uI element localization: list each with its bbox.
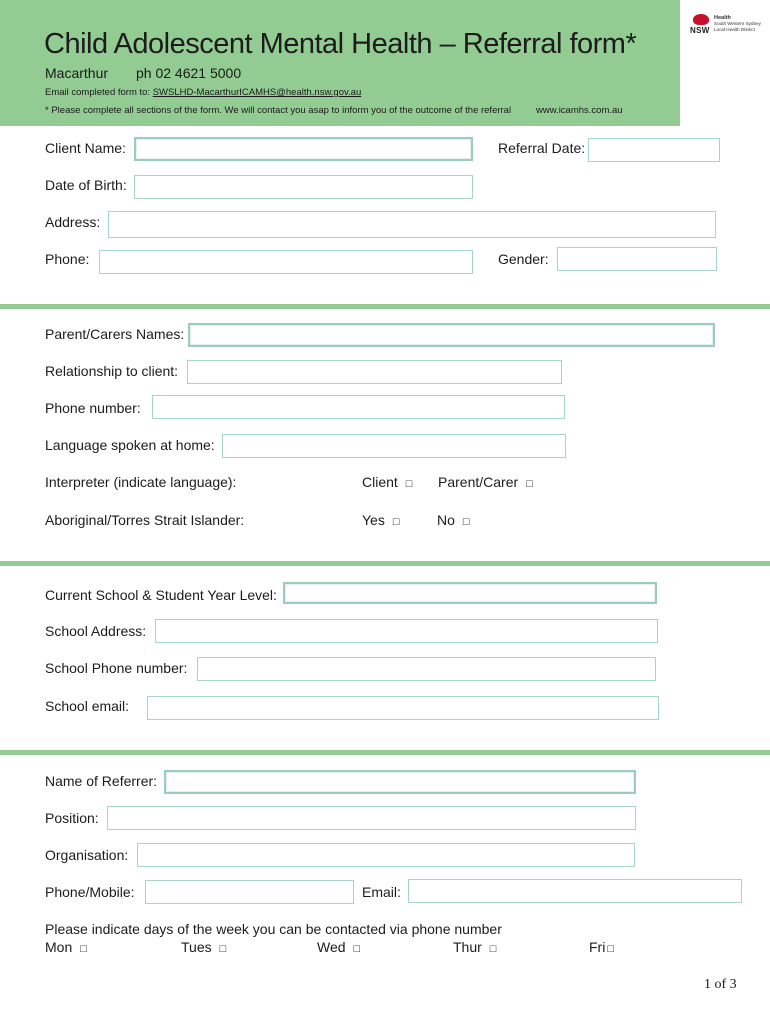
interpreter-label: Interpreter (indicate language): bbox=[45, 474, 237, 490]
parent-names-label: Parent/Carers Names: bbox=[45, 326, 185, 342]
school-email-input[interactable] bbox=[147, 696, 659, 720]
nsw-health-logo bbox=[690, 14, 766, 38]
day-label: Thur bbox=[453, 939, 482, 955]
atsi-no-text: No bbox=[437, 512, 455, 528]
logo-district-2: Local Health District bbox=[714, 26, 755, 32]
referrer-name-input[interactable] bbox=[164, 770, 636, 794]
checkbox-icon[interactable]: □ bbox=[607, 943, 614, 955]
phone-label: Phone: bbox=[45, 251, 90, 267]
school-phone-input[interactable] bbox=[197, 657, 656, 681]
school-address-label: School Address: bbox=[45, 623, 147, 639]
referrer-phone-label: Phone/Mobile: bbox=[45, 884, 135, 900]
interpreter-parent-option[interactable] bbox=[438, 474, 533, 490]
referrer-email-input[interactable] bbox=[408, 879, 742, 903]
checkbox-icon[interactable]: □ bbox=[219, 943, 227, 955]
school-phone-label: School Phone number: bbox=[45, 660, 188, 676]
checkbox-icon[interactable]: □ bbox=[405, 478, 413, 490]
day-label: Mon bbox=[45, 939, 73, 955]
day-option-mon[interactable] bbox=[45, 939, 87, 955]
client-name-label: Client Name: bbox=[45, 140, 126, 156]
school-input[interactable] bbox=[283, 582, 657, 604]
section-divider bbox=[0, 750, 770, 755]
checkbox-icon[interactable]: □ bbox=[80, 943, 87, 955]
school-email-label: School email: bbox=[45, 698, 130, 714]
waratah-icon: NSW bbox=[690, 14, 712, 38]
phone-input[interactable] bbox=[99, 250, 473, 274]
interpreter-client-option[interactable] bbox=[362, 474, 412, 490]
gender-label: Gender: bbox=[498, 251, 549, 267]
service-phone: ph 02 4621 5000 bbox=[136, 65, 242, 81]
form-note: * Please complete all sections of the form. We will contact you asap to inform you of the outcome of the referral bbox=[45, 105, 512, 116]
checkbox-icon[interactable]: □ bbox=[392, 516, 400, 528]
organisation-input[interactable] bbox=[137, 843, 635, 867]
parent-phone-label: Phone number: bbox=[45, 400, 141, 416]
logo-district-1: South Western Sydney bbox=[714, 21, 761, 27]
checkbox-icon[interactable]: □ bbox=[526, 478, 533, 490]
relationship-input[interactable] bbox=[187, 360, 562, 384]
interpreter-parent-text: Parent/Carer bbox=[438, 474, 519, 490]
language-label: Language spoken at home: bbox=[45, 437, 215, 453]
day-option-fri[interactable] bbox=[589, 939, 614, 955]
day-label: Wed bbox=[317, 939, 346, 955]
dob-label: Date of Birth: bbox=[45, 177, 127, 193]
gender-input[interactable] bbox=[557, 247, 717, 271]
school-label: Current School & Student Year Level: bbox=[45, 587, 277, 603]
service-location: Macarthur bbox=[45, 65, 109, 81]
day-option-wed[interactable] bbox=[317, 939, 360, 955]
atsi-yes-option[interactable] bbox=[362, 512, 400, 528]
position-input[interactable] bbox=[107, 806, 636, 830]
atsi-yes-text: Yes bbox=[362, 512, 385, 528]
atsi-no-option[interactable] bbox=[437, 512, 470, 528]
interpreter-client-text: Client bbox=[362, 474, 398, 490]
day-option-tues[interactable] bbox=[181, 939, 226, 955]
logo-health: Health bbox=[714, 15, 731, 21]
header-banner bbox=[0, 0, 680, 126]
day-label: Fri bbox=[589, 939, 606, 955]
language-input[interactable] bbox=[222, 434, 566, 458]
address-input[interactable] bbox=[108, 211, 716, 238]
section-divider bbox=[0, 561, 770, 566]
referrer-email-label: Email: bbox=[362, 884, 401, 900]
section-divider bbox=[0, 304, 770, 309]
email-instruction bbox=[45, 87, 361, 98]
referral-date-input[interactable] bbox=[588, 138, 720, 162]
day-option-thur[interactable] bbox=[453, 939, 496, 955]
school-address-input[interactable] bbox=[155, 619, 658, 643]
atsi-label: Aboriginal/Torres Strait Islander: bbox=[45, 512, 245, 528]
contact-days-prompt: Please indicate days of the week you can be contacted via phone number bbox=[45, 921, 502, 937]
day-label: Tues bbox=[181, 939, 212, 955]
relationship-label: Relationship to client: bbox=[45, 363, 179, 379]
position-label: Position: bbox=[45, 810, 99, 826]
organisation-label: Organisation: bbox=[45, 847, 129, 863]
form-title: Child Adolescent Mental Health – Referral form* bbox=[44, 28, 637, 60]
referral-date-label: Referral Date: bbox=[498, 140, 586, 156]
website-link[interactable]: www.icamhs.com.au bbox=[536, 105, 623, 116]
address-label: Address: bbox=[45, 214, 101, 230]
checkbox-icon[interactable]: □ bbox=[462, 516, 470, 528]
referrer-phone-input[interactable] bbox=[145, 880, 354, 904]
referrer-name-label: Name of Referrer: bbox=[45, 773, 158, 789]
parent-names-input[interactable] bbox=[188, 323, 715, 347]
page-number: 1 of 3 bbox=[704, 977, 737, 992]
client-name-input[interactable] bbox=[134, 137, 473, 161]
checkbox-icon[interactable]: □ bbox=[489, 943, 497, 955]
email-link[interactable]: SWSLHD-MacarthurICAMHS@health.nsw.gov.au bbox=[152, 87, 362, 98]
email-prefix: Email completed form to: bbox=[45, 87, 153, 98]
parent-phone-input[interactable] bbox=[152, 395, 565, 419]
checkbox-icon[interactable]: □ bbox=[353, 943, 361, 955]
dob-input[interactable] bbox=[134, 175, 473, 199]
